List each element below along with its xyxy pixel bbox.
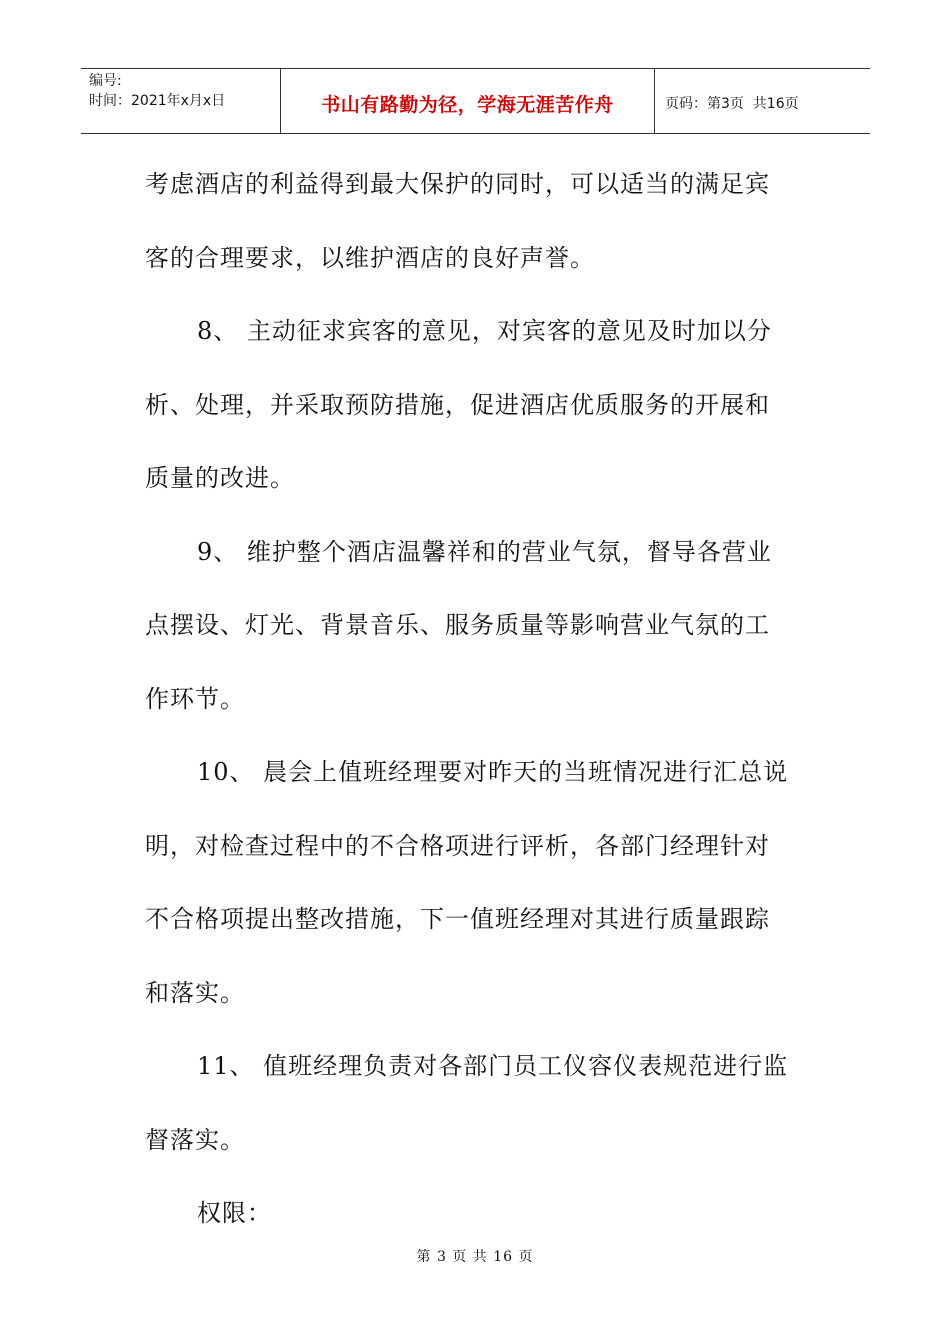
body-line: 客的合理要求，以维护酒店的良好声誉。 xyxy=(145,243,595,272)
list-item-8: 8、 主动征求宾客的意见，对宾客的意见及时加以分 xyxy=(197,317,772,345)
body-line: 明，对检查过程中的不合格项进行评析，各部门经理针对 xyxy=(145,831,770,860)
body-line: 析、处理，并采取预防措施，促进酒店优质服务的开展和 xyxy=(145,390,770,419)
serial-label: 编号: xyxy=(89,73,122,89)
body-line: 不合格项提出整改措施，下一值班经理对其进行质量跟踪 xyxy=(145,905,770,933)
document-body xyxy=(145,148,805,1251)
time-label: 时间：2021年x月x日 xyxy=(89,93,226,109)
list-item-10: 10、 晨会上值班经理要对昨天的当班情况进行汇总说 xyxy=(197,758,789,786)
body-line: 作环节。 xyxy=(145,684,245,713)
header-motto: 书山有路勤为径，学海无涯苦作舟 xyxy=(281,69,655,133)
body-line: 质量的改进。 xyxy=(145,464,295,492)
body-line: 和落实。 xyxy=(145,978,245,1007)
body-line: 考虑酒店的利益得到最大保护的同时，可以适当的满足宾 xyxy=(145,170,770,198)
header-meta xyxy=(81,69,281,133)
body-line: 点摆设、灯光、背景音乐、服务质量等影响营业气氛的工 xyxy=(145,611,770,639)
page-info-text: 页码：第3页 共16页 xyxy=(665,96,799,112)
section-heading-authority: 权限： xyxy=(197,1199,272,1227)
list-item-11: 11、 值班经理负责对各部门员工仪容仪表规范进行监 xyxy=(197,1052,789,1080)
page-footer: 第 3 页 共 16 页 xyxy=(416,1249,534,1265)
header-page-info xyxy=(655,69,870,133)
list-item-9: 9、 维护整个酒店温馨祥和的营业气氛，督导各营业 xyxy=(197,537,772,566)
page-header xyxy=(81,68,870,134)
body-line: 督落实。 xyxy=(145,1125,245,1154)
